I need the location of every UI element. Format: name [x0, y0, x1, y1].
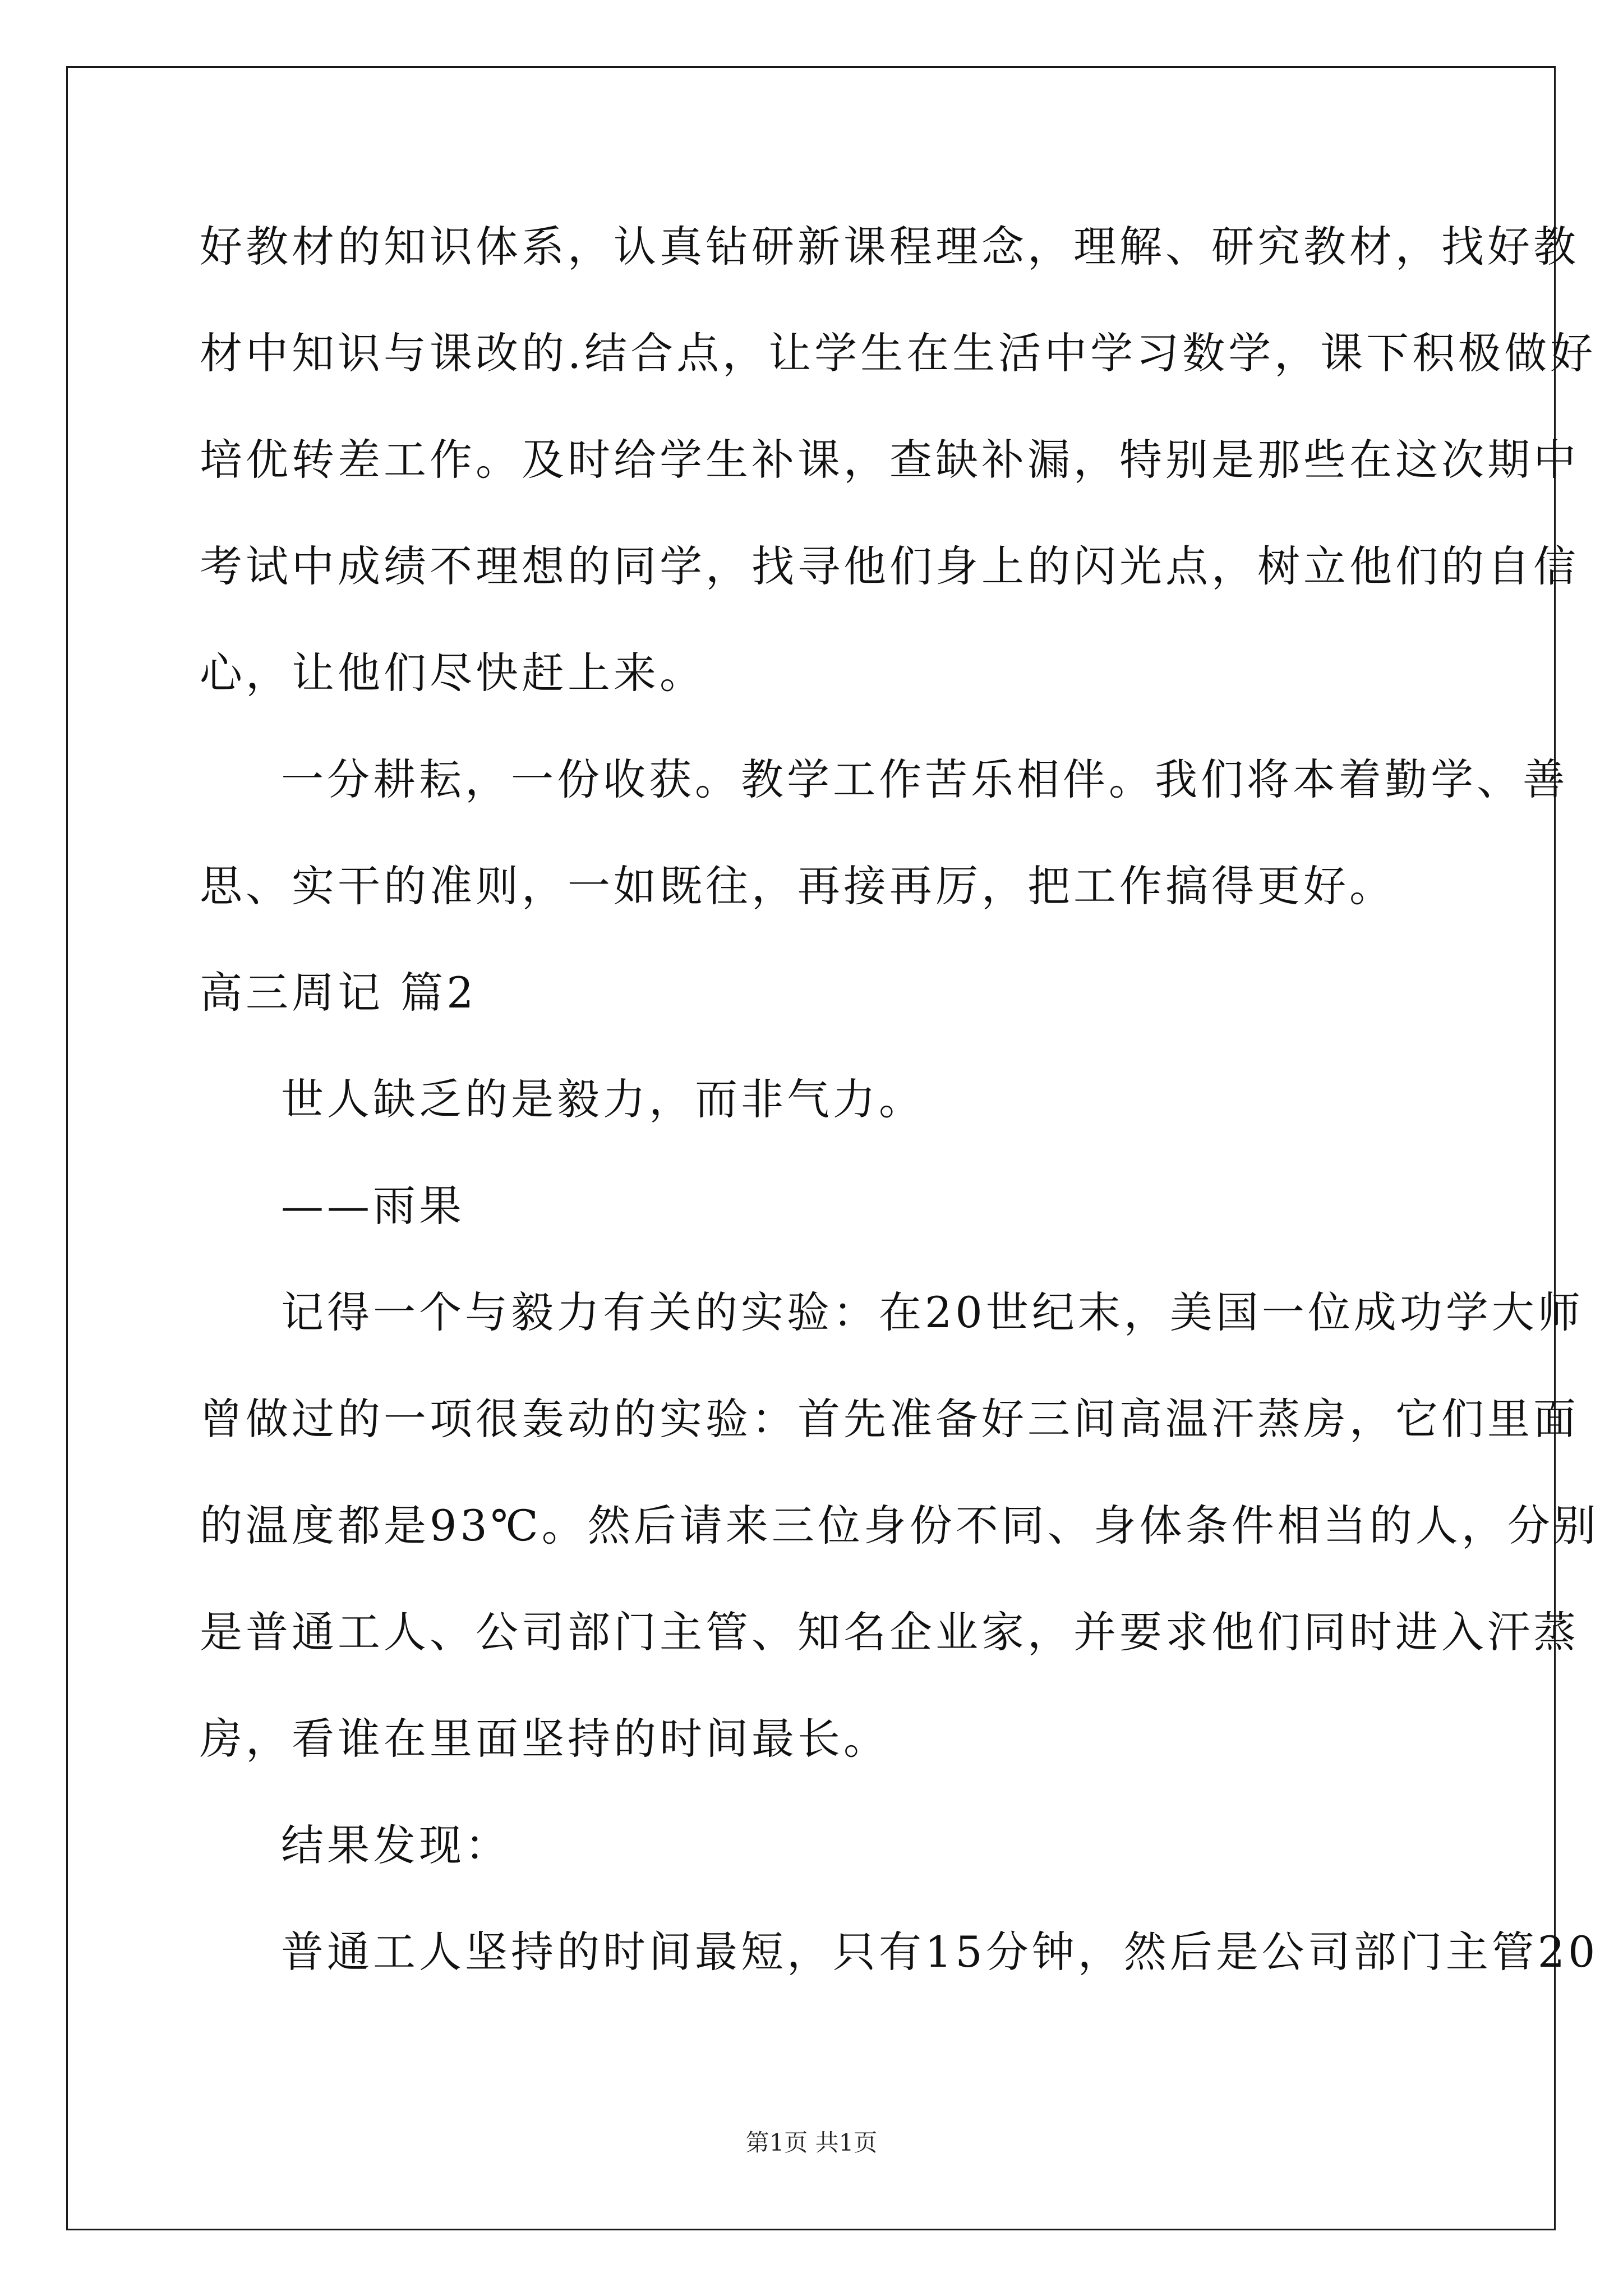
page-border: [66, 66, 1556, 2230]
text-line: 考试中成绩不理想的同学，找寻他们身上的闪光点，树立他们的自信: [200, 541, 1579, 591]
section-heading: 高三周记 篇2: [200, 968, 477, 1018]
text-line: 培优转差工作。及时给学生补课，查缺补漏，特别是那些在这次期中: [200, 435, 1579, 485]
text-line: 曾做过的一项很轰动的实验：首先准备好三间高温汗蒸房，它们里面: [200, 1394, 1579, 1444]
paragraph-first-line: 普通工人坚持的时间最短，只有15分钟，然后是公司部门主管20: [281, 1927, 1599, 1977]
text-line: 好教材的知识体系，认真钻研新课程理念，理解、研究教材，找好教: [200, 222, 1579, 272]
text-line: 心，让他们尽快赶上来。: [200, 648, 706, 698]
quote-line: 世人缺乏的是毅力，而非气力。: [281, 1074, 925, 1124]
quote-attribution: ——雨果: [281, 1181, 465, 1231]
text-line: 思、实干的准则，一如既往，再接再厉，把工作搞得更好。: [200, 861, 1395, 911]
text-line: 是普通工人、公司部门主管、知名企业家，并要求他们同时进入汗蒸: [200, 1607, 1579, 1657]
text-line: 材中知识与课改的.结合点，让学生在生活中学习数学，课下积极做好: [200, 328, 1597, 378]
text-line: 的温度都是93℃。然后请来三位身份不同、身体条件相当的人，分别: [200, 1501, 1599, 1550]
text-line: 房，看谁在里面坚持的时间最长。: [200, 1714, 889, 1764]
page-footer: 第1页 共1页: [745, 2129, 878, 2156]
paragraph-first-line: 记得一个与毅力有关的实验：在20世纪末，美国一位成功学大师: [281, 1287, 1584, 1337]
paragraph-first-line: 结果发现：: [281, 1820, 511, 1870]
paragraph-first-line: 一分耕耘，一份收获。教学工作苦乐相伴。我们将本着勤学、善: [281, 754, 1569, 804]
